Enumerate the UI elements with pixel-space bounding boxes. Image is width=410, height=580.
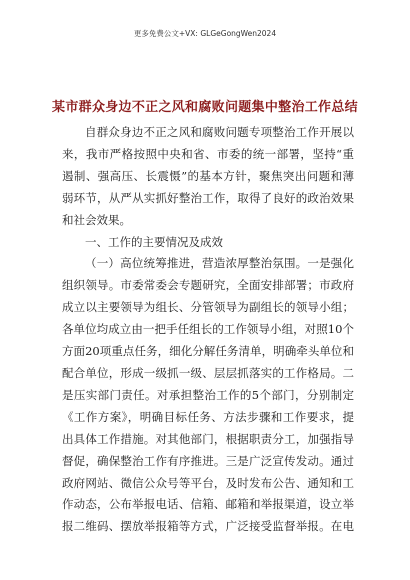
paragraph-line: 作动态，公布举报电话、信箱、邮箱和举报渠道，设立举 [62, 497, 354, 512]
paragraph-line: 出具体工作措施。对其他部门，根据职责分工，加强指导 [62, 431, 354, 446]
paragraph-line: 督促，确保整治工作有序推进。三是广泛宣传发动。通过 [62, 453, 354, 468]
section-heading: 一、工作的主要情况及成效 [85, 234, 223, 249]
paragraph-line: 自群众身边不正之风和腐败问题专项整治工作开展以 [85, 125, 354, 139]
paragraph-line: 来，我市严格按照中央和省、市委的统一部署，坚持“重 [62, 146, 354, 161]
paragraph-line: （一）高位统筹推进，营造浓厚整治氛围。一是强化 [85, 256, 354, 271]
paragraph-line: 配合单位，形成一级抓一级、层层抓落实的工作格局。二 [62, 365, 354, 380]
paragraph-line: 弱环节，从严从实抓好整治工作，取得了良好的政治效果 [62, 190, 354, 205]
paragraph-line: 和社会效果。 [62, 212, 131, 227]
document-title: 某市群众身边不正之风和腐败问题集中整治工作总结 [52, 100, 358, 115]
paragraph-line: 方面20项重点任务，细化分解任务清单，明确牵头单位和 [62, 344, 354, 359]
paragraph-line: 政府网站、微信公众号等平台，及时发布公告、通知和工 [62, 475, 354, 490]
header-note: 更多免费公文+VX: GLGeGongWen2024 [133, 29, 277, 38]
paragraph-line: 《工作方案》，明确目标任务、方法步骤和工作要求，提 [62, 409, 354, 424]
paragraph-line: 各单位均成立由一把手任组长的工作领导小组，对照10个 [62, 322, 354, 337]
paragraph-line: 报二维码、摆放举报箱等方式，广泛接受监督举报。在电 [62, 519, 354, 534]
paragraph-line: 组织领导。市委常委会专题研究，全面安排部署；市政府 [62, 278, 354, 293]
paragraph-line: 遏制、强高压、长震慑”的基本方针，聚焦突出问题和薄 [62, 168, 354, 183]
document-body [62, 122, 354, 538]
paragraph-line: 成立以主要领导为组长、分管领导为副组长的领导小组； [62, 300, 354, 315]
paragraph-line: 是压实部门责任。对承担整治工作的5个部门，分别制定 [62, 387, 354, 402]
